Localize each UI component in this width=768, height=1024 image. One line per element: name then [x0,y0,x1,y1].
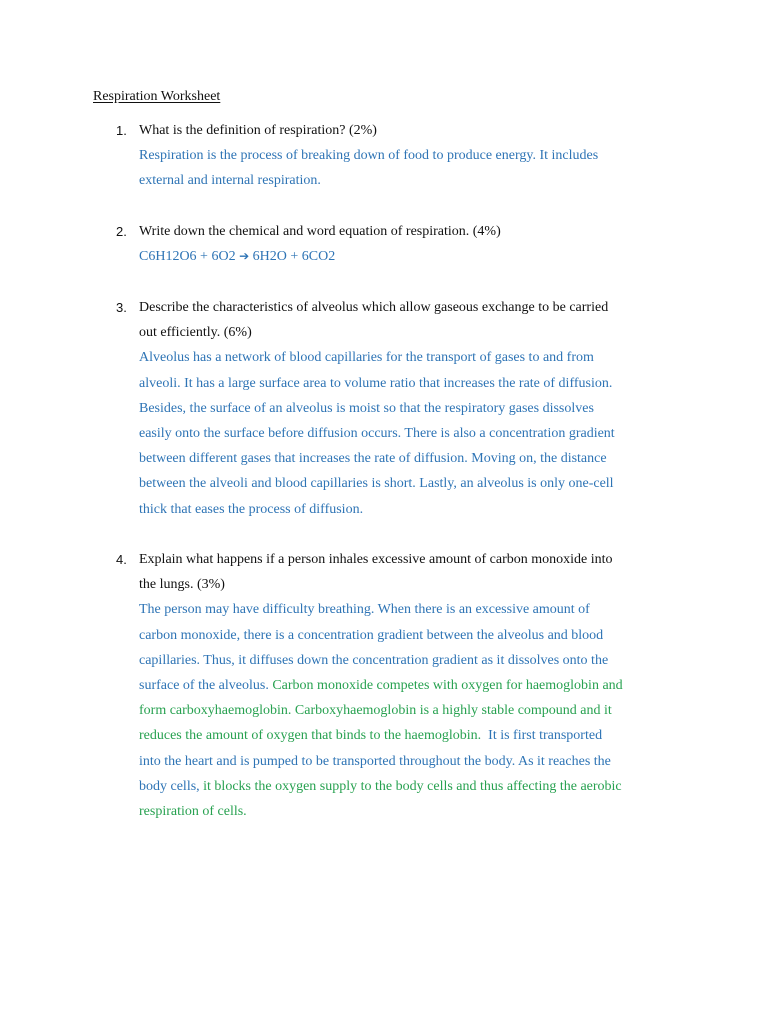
chemical-equation [139,244,679,269]
answer-line: respiration of cells. [139,803,247,819]
answer-line: capillaries. Thus, it diffuses down the concentration gradient as it dissolves onto the [139,652,609,668]
question-number: 1. [116,123,127,138]
question-text: Describe the characteristics of alveolus which allow gaseous exchange to be carried [139,300,609,315]
answer-line: easily onto the surface before diffusion occurs. There is also a concentration gradient [139,425,615,441]
question-text: out efficiently. (6%) [139,325,252,341]
answer-line: thick that eases the process of diffusion. [139,501,364,517]
question-number: 2. [116,224,127,239]
answer-line: Besides, the surface of an alveolus is moist so that the respiratory gases dissolves [139,400,594,416]
question-body [139,295,679,522]
answer-line: The person may have difficulty breathing. When there is an excessive amount of [139,602,590,618]
answer-line: Alveolus has a network of blood capillaries for the transport of gases to and from [139,350,594,366]
answer-line: into the heart and is pumped to be transported throughout the body. As it reaches the [139,753,611,769]
answer-line: carbon monoxide, there is a concentration gradient between the alveolus and blood [139,627,604,643]
answer-line [139,774,679,799]
question-body [139,547,679,824]
question-number: 3. [116,300,127,315]
question-text: Explain what happens if a person inhales excessive amount of carbon monoxide into [139,552,613,567]
answer-segment: It is first transported [488,728,603,744]
answer-line: alveoli. It has a large surface area to volume ratio that increases the rate of diffusion. [139,375,613,391]
equation-reactants: C6H12O6 + 6O2 [139,249,236,265]
answer-line [139,673,679,698]
answer-line [139,723,679,748]
answer-line: external and internal respiration. [139,173,321,189]
answer-segment: Carbon monoxide competes with oxygen for haemoglobin and [272,677,623,693]
answer-segment: body cells, [139,778,204,794]
answer-segment: surface of the alveolus. [139,677,273,693]
question-text: the lungs. (3%) [139,577,225,593]
answer-line: between different gases that increases the rate of diffusion. Moving on, the distance [139,451,607,467]
question-number: 4. [116,552,127,567]
question-text: Write down the chemical and word equation of respiration. (4%) [139,224,501,239]
worksheet-title: Respiration Worksheet [93,89,221,104]
question-body [139,219,679,269]
right-arrow-icon: ➔ [239,249,250,264]
answer-line: Respiration is the process of breaking down of food to produce energy. It includes [139,148,599,164]
answer-segment: it blocks the oxygen supply to the body cells and thus affecting the aerobic [203,778,622,794]
answer-segment: reduces the amount of oxygen that binds to the haemoglobin. [139,728,489,744]
answer-line: between the alveoli and blood capillaries is short. Lastly, an alveolus is only one-cell [139,476,614,492]
answer-line: form carboxyhaemoglobin. Carboxyhaemoglobin is a highly stable compound and it [139,703,612,719]
equation-products: 6H2O + 6CO2 [252,249,336,265]
question-text: What is the definition of respiration? (2%) [139,123,377,138]
question-body [139,118,679,194]
